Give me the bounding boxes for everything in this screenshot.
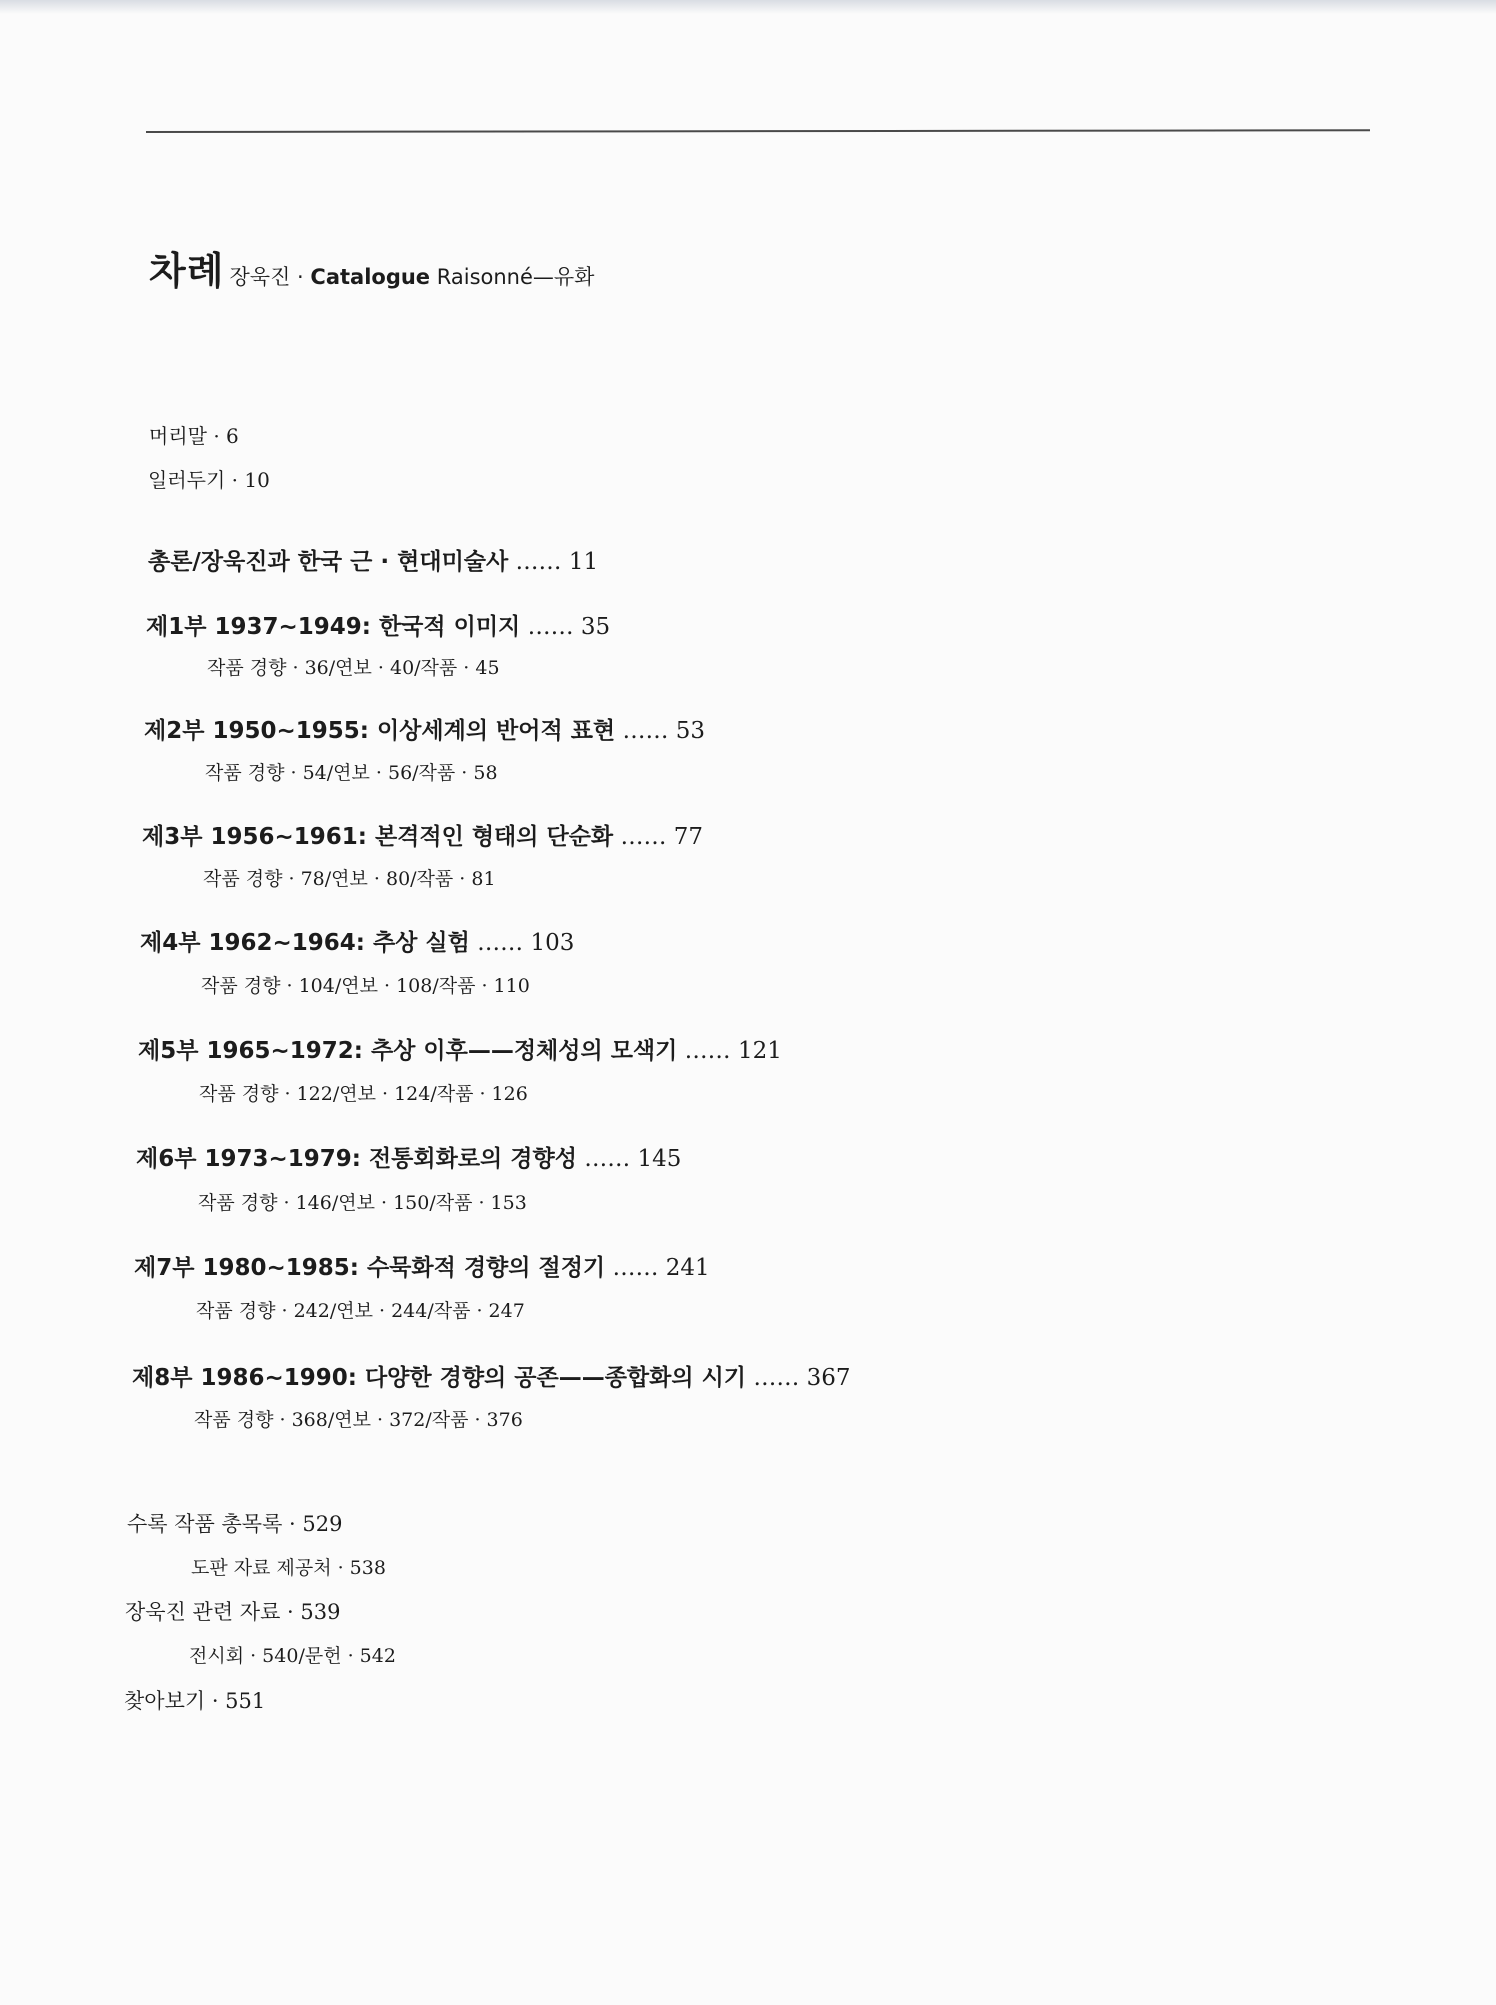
toc-subentry-part-8: 작품 경향 · 368/연보 · 372/작품 · 376 — [194, 1409, 523, 1431]
toc-subtitle: 장욱진 · Catalogue Raisonné—유화 — [229, 265, 595, 289]
toc-subentry-exhibitions: 전시회 · 540/문헌 · 542 — [189, 1645, 396, 1667]
toc-entry-introduction: 총론/장욱진과 한국 근 · 현대미술사 …… 11 — [148, 549, 599, 575]
toc-entry-works-list: 수록 작품 총목록 · 529 — [127, 1512, 343, 1536]
toc-entry-part-7: 제7부 1980~1985: 수묵화적 경향의 절정기 …… 241 — [134, 1255, 710, 1281]
toc-entry-part-8: 제8부 1986~1990: 다양한 경향의 공존——종합화의 시기 …… 367 — [132, 1365, 851, 1391]
toc-entry-index: 찾아보기 · 551 — [124, 1689, 266, 1713]
toc-subentry-part-3: 작품 경향 · 78/연보 · 80/작품 · 81 — [203, 868, 496, 890]
toc-entry-part-6: 제6부 1973~1979: 전통회화로의 경향성 …… 145 — [136, 1146, 682, 1172]
top-rule — [146, 129, 1370, 133]
toc-subentry-part-1: 작품 경향 · 36/연보 · 40/작품 · 45 — [207, 657, 500, 679]
page-top-shadow — [0, 0, 1496, 14]
toc-entry-part-4: 제4부 1962~1964: 추상 실험 …… 103 — [140, 930, 575, 956]
toc-entry-part-2: 제2부 1950~1955: 이상세계의 반어적 표현 …… 53 — [144, 718, 706, 744]
toc-subentry-part-5: 작품 경향 · 122/연보 · 124/작품 · 126 — [199, 1083, 528, 1105]
toc-heading — [149, 240, 594, 295]
toc-title: 차례 — [149, 249, 225, 293]
toc-entry-part-1: 제1부 1937~1949: 한국적 이미지 …… 35 — [146, 614, 611, 640]
toc-subentry-part-2: 작품 경향 · 54/연보 · 56/작품 · 58 — [205, 762, 498, 784]
toc-subentry-image-credits: 도판 자료 제공처 · 538 — [191, 1557, 386, 1579]
toc-entry-preface: 머리말 · 6 — [149, 424, 239, 448]
toc-entry-notes: 일러두기 · 10 — [148, 468, 270, 492]
toc-entry-references: 장욱진 관련 자료 · 539 — [125, 1600, 341, 1624]
toc-entry-part-3: 제3부 1956~1961: 본격적인 형태의 단순화 …… 77 — [142, 824, 704, 850]
toc-subentry-part-7: 작품 경향 · 242/연보 · 244/작품 · 247 — [196, 1300, 525, 1322]
toc-subentry-part-6: 작품 경향 · 146/연보 · 150/작품 · 153 — [198, 1192, 527, 1214]
toc-entry-part-5: 제5부 1965~1972: 추상 이후——정체성의 모색기 …… 121 — [138, 1038, 782, 1064]
toc-subentry-part-4: 작품 경향 · 104/연보 · 108/작품 · 110 — [201, 975, 530, 997]
